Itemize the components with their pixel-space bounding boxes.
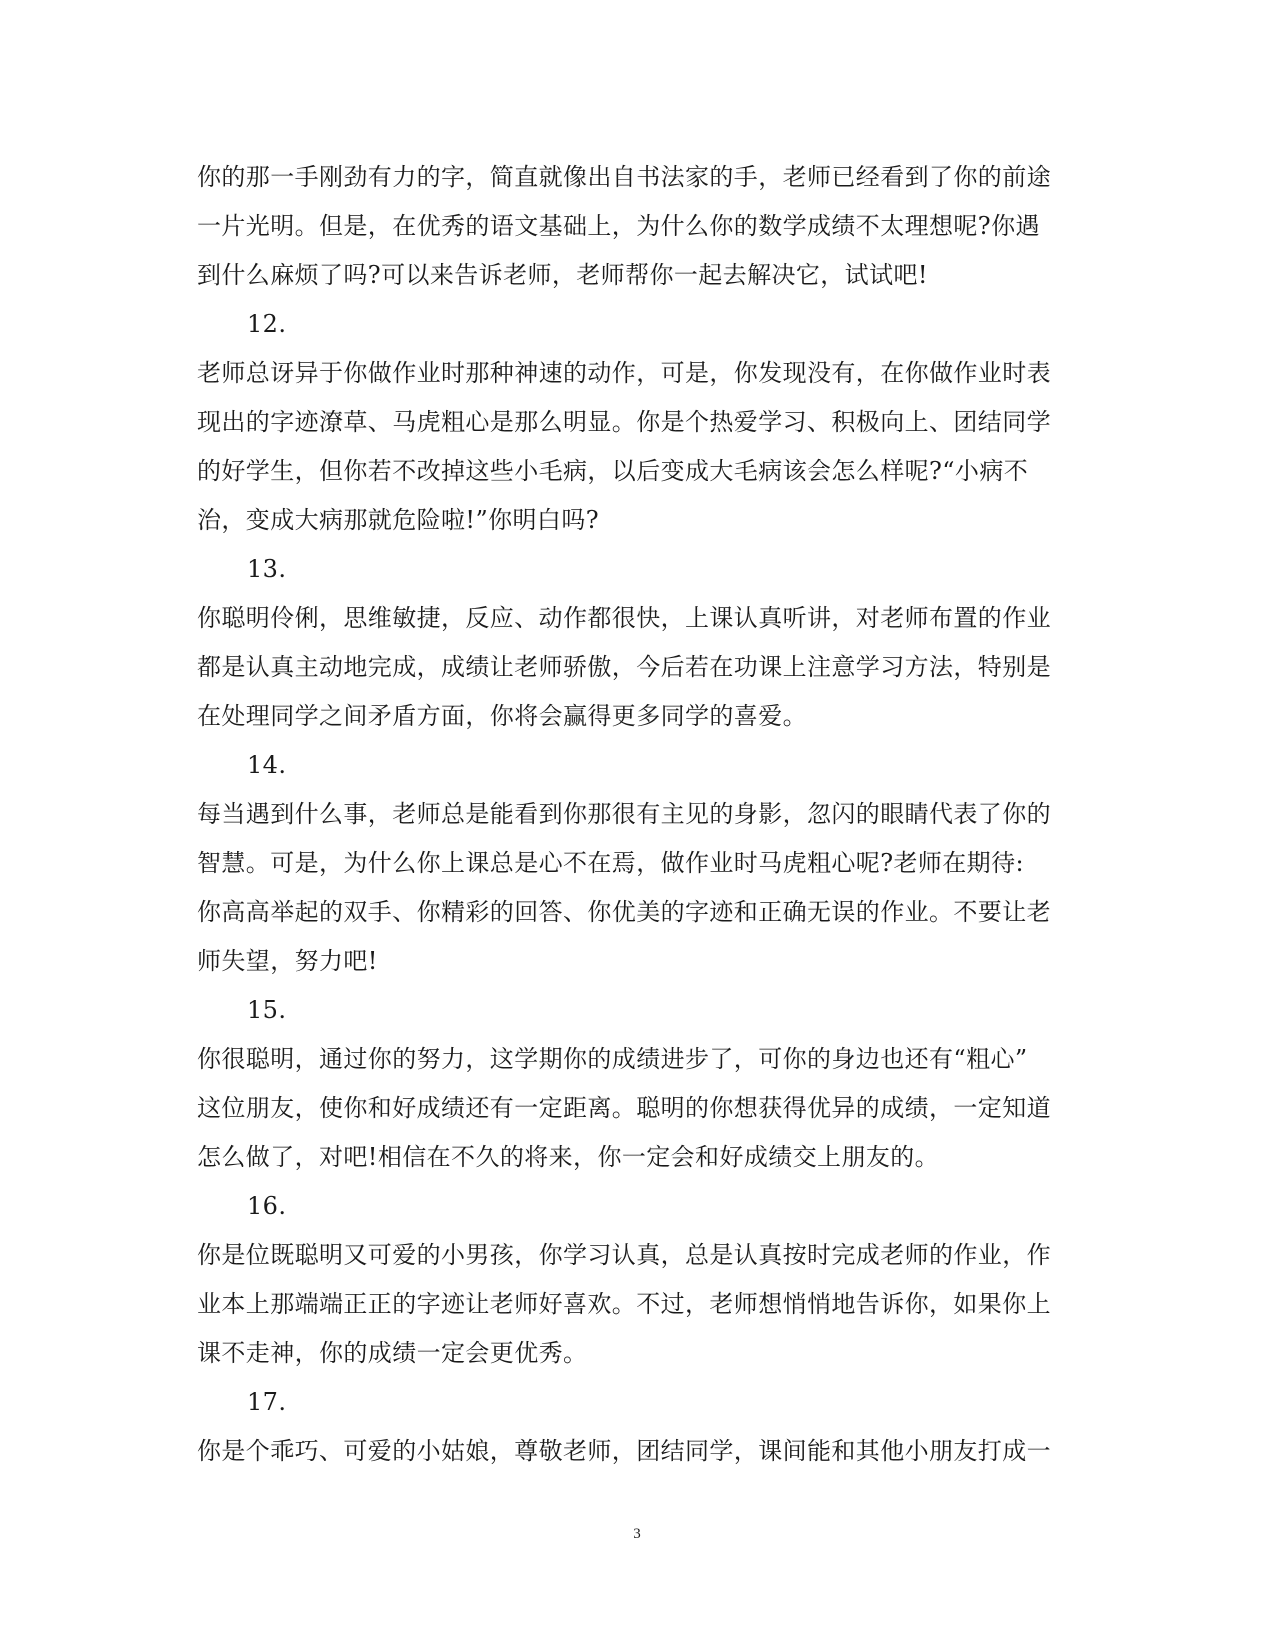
text-line: 业本上那端端正正的字迹让老师好喜欢。不过，老师想悄悄地告诉你，如果你上 (197, 1290, 1051, 1318)
text-line: 的好学生，但你若不改掉这些小毛病，以后变成大毛病该会怎么样呢?“小病不 (197, 457, 1029, 485)
text-line: 智慧。可是，为什么你上课总是心不在焉，做作业时马虎粗心呢?老师在期待: (197, 849, 1024, 877)
text-line: 治，变成大病那就危险啦!”你明白吗? (197, 506, 599, 534)
item-number: 12. (247, 310, 287, 338)
text-line: 师失望，努力吧! (197, 947, 378, 975)
text-line: 课不走神，你的成绩一定会更优秀。 (197, 1339, 588, 1367)
text-line: 每当遇到什么事，老师总是能看到你那很有主见的身影，忽闪的眼睛代表了你的 (197, 800, 1051, 828)
item-number: 13. (247, 555, 287, 583)
text-line: 现出的字迹潦草、马虎粗心是那么明显。你是个热爱学习、积极向上、团结同学 (197, 408, 1051, 436)
item-number: 17. (247, 1388, 287, 1416)
text-line: 这位朋友，使你和好成绩还有一定距离。聪明的你想获得优异的成绩，一定知道 (197, 1094, 1051, 1122)
text-line: 你很聪明，通过你的努力，这学期你的成绩进步了，可你的身边也还有“粗心” (197, 1045, 1028, 1073)
item-number: 14. (247, 751, 287, 779)
text-line: 老师总讶异于你做作业时那种神速的动作，可是，你发现没有，在你做作业时表 (197, 359, 1051, 387)
page-number: 3 (633, 1526, 641, 1542)
text-line: 怎么做了，对吧!相信在不久的将来，你一定会和好成绩交上朋友的。 (197, 1143, 940, 1171)
item-number: 15. (247, 996, 287, 1024)
text-line: 你的那一手刚劲有力的字，简直就像出自书法家的手，老师已经看到了你的前途 (197, 163, 1051, 191)
document-body (197, 153, 1077, 1476)
text-line: 在处理同学之间矛盾方面，你将会赢得更多同学的喜爱。 (197, 702, 807, 730)
text-line: 都是认真主动地完成，成绩让老师骄傲，今后若在功课上注意学习方法，特别是 (197, 653, 1051, 681)
item-number: 16. (247, 1192, 287, 1220)
text-line: 你是位既聪明又可爱的小男孩，你学习认真，总是认真按时完成老师的作业，作 (197, 1241, 1051, 1269)
text-line: 你是个乖巧、可爱的小姑娘，尊敬老师，团结同学，课间能和其他小朋友打成一 (197, 1437, 1051, 1465)
text-line: 到什么麻烦了吗?可以来告诉老师，老师帮你一起去解决它，试试吧! (197, 261, 928, 289)
text-line: 你高高举起的双手、你精彩的回答、你优美的字迹和正确无误的作业。不要让老 (197, 898, 1051, 926)
text-line: 一片光明。但是，在优秀的语文基础上，为什么你的数学成绩不太理想呢?你遇 (197, 212, 1040, 240)
text-line: 你聪明伶俐，思维敏捷，反应、动作都很快，上课认真听讲，对老师布置的作业 (197, 604, 1051, 632)
